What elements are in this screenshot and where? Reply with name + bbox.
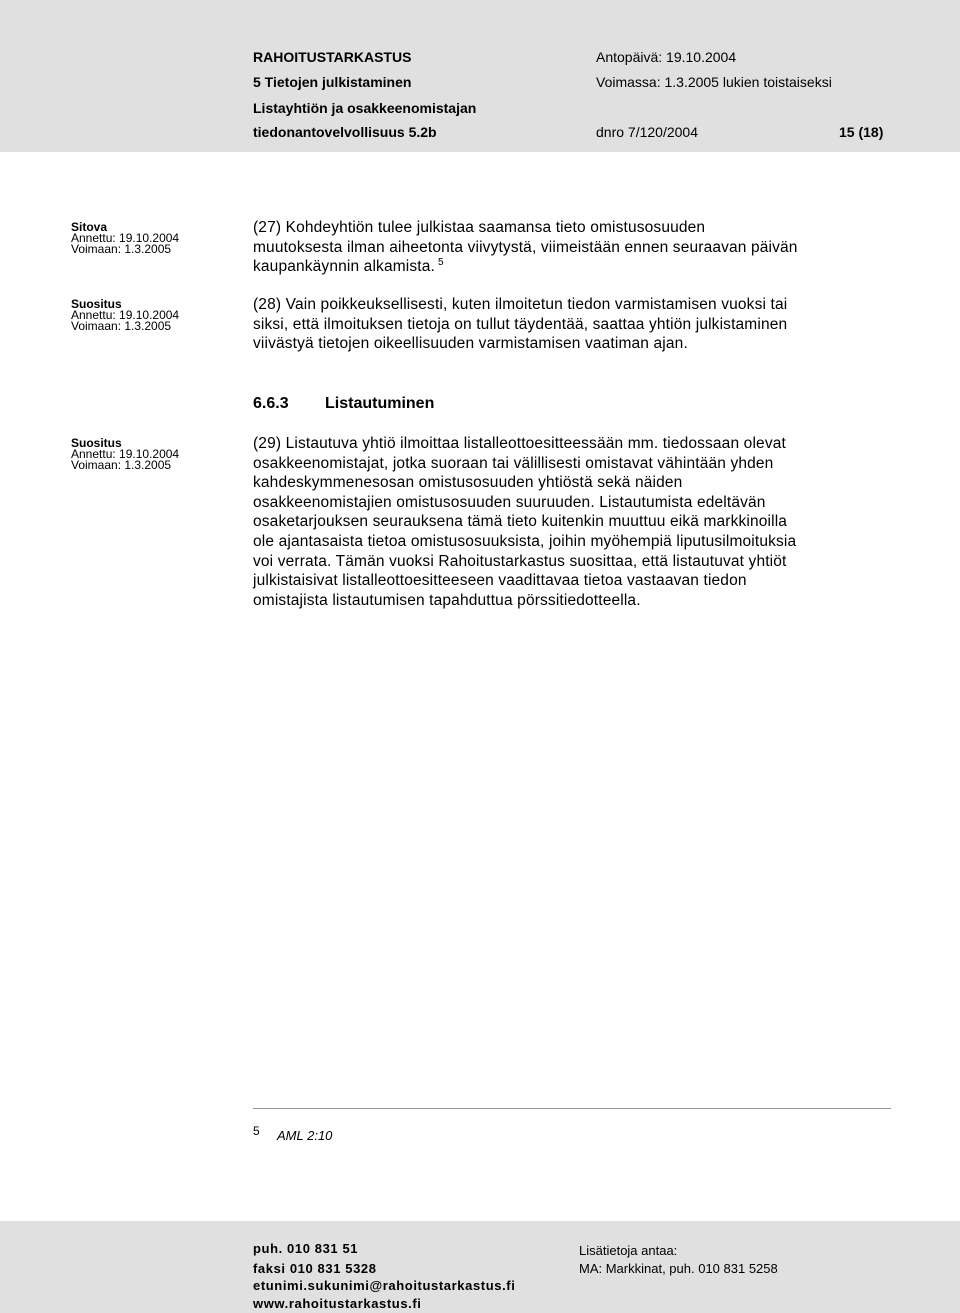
section-29-effective: Voimaan: 1.3.2005	[71, 458, 172, 472]
section-heading-number: 6.6.3	[253, 395, 289, 412]
section-27-effective: Voimaan: 1.3.2005	[71, 242, 172, 256]
paragraph-29-line: julkistaisivat listalleottoesitteeseen vaadittavaa tietoa vastaavan tiedon	[253, 572, 747, 590]
footer-info-label: Lisätietoja antaa:	[579, 1243, 678, 1258]
paragraph-29-line: osakkeenomistajien omistusosuuden suuruuden. Listautumista edeltävän	[253, 493, 766, 511]
paragraph-27-line: kaupankäynnin alkamista.	[253, 258, 435, 276]
footnote-mark: 5	[253, 1124, 260, 1138]
paragraph-29-line: ole ajantasaista tietoa omistusosuuksista, joihin myöhempiä liputusilmoituksia	[253, 532, 797, 550]
header-chapter: 5 Tietojen julkistaminen	[253, 74, 412, 90]
section-28-meta	[71, 299, 179, 332]
footnote-separator	[253, 1108, 891, 1109]
paragraph-29-line: osakkeenomistajat, jotka suoraan tai välillisesti omistavat vähintään yhden	[253, 454, 774, 472]
paragraph-27-line: (27) Kohdeyhtiön tulee julkistaa saamansa tieto omistusosuuden	[253, 219, 706, 236]
footer-fax: faksi 010 831 5328	[253, 1261, 377, 1276]
paragraph-27-line-last	[253, 257, 903, 277]
section-27-issued: Annettu: 19.10.2004	[71, 231, 180, 245]
paragraph-28	[253, 295, 903, 354]
footnote-text: AML 2:10	[277, 1128, 333, 1143]
paragraph-28-line: (28) Vain poikkeuksellisesti, kuten ilmoitetun tiedon varmistamisen vuoksi tai	[253, 296, 788, 313]
header-page-number: 15 (18)	[839, 124, 884, 140]
section-28-effective: Voimaan: 1.3.2005	[71, 319, 172, 333]
paragraph-27	[253, 218, 903, 277]
footer-phone: puh. 010 831 51	[253, 1241, 359, 1256]
paragraph-29-line: (29) Listautuva yhtiö ilmoittaa listalleottoesitteessään mm. tiedossaan olevat	[253, 435, 786, 452]
paragraph-28-line: viivästyä tietojen oikeellisuuden varmistamisen vaatiman ajan.	[253, 335, 688, 353]
header-org: RAHOITUSTARKASTUS	[253, 49, 412, 65]
header-valid: Voimassa: 1.3.2005 lukien toistaiseksi	[596, 74, 832, 90]
section-28-status: Suositus	[71, 297, 122, 311]
footer-email: etunimi.sukunimi@rahoitustarkastus.fi	[253, 1278, 516, 1293]
footer-website: www.rahoitustarkastus.fi	[253, 1296, 422, 1311]
section-27-meta	[71, 222, 179, 255]
section-29-issued: Annettu: 19.10.2004	[71, 447, 180, 461]
page-header	[0, 0, 960, 152]
section-29-status: Suositus	[71, 436, 122, 450]
section-28-issued: Annettu: 19.10.2004	[71, 308, 180, 322]
header-subject-line1: Listayhtiön ja osakkeenomistajan	[253, 100, 477, 116]
header-issued: Antopäivä: 19.10.2004	[596, 49, 737, 65]
section-heading	[253, 396, 434, 412]
section-27-status: Sitova	[71, 220, 108, 234]
paragraph-28-line: siksi, että ilmoituksen tietoja on tullut täydentää, saattaa yhtiön julkistaminen	[253, 315, 788, 333]
paragraph-29-line: kahdeskymmenesosan omistusosuuden yhtiöstä sekä näiden	[253, 474, 683, 492]
section-29-meta	[71, 438, 179, 471]
paragraph-29-line: omistajista listautumisen tapahduttua pörssitiedotteella.	[253, 591, 641, 609]
paragraph-29-line: voi verrata. Tämän vuoksi Rahoitustarkastus suosittaa, että listautuvat yhtiöt	[253, 552, 787, 570]
paragraph-29	[253, 434, 903, 610]
section-heading-title: Listautuminen	[325, 395, 435, 412]
footer-info-contact: MA: Markkinat, puh. 010 831 5258	[579, 1261, 778, 1276]
header-dnro: dnro 7/120/2004	[596, 124, 698, 140]
paragraph-27-line: muutoksesta ilman aiheetonta viivytystä, viimeistään ennen seuraavan päivän	[253, 238, 798, 256]
page-footer	[0, 1221, 960, 1313]
header-subject-line2: tiedonantovelvollisuus 5.2b	[253, 124, 437, 140]
paragraph-29-line: osaketarjouksen seurauksena tämä tieto kuitenkin muuttuu eikä markkinoilla	[253, 513, 788, 531]
footnote-reference: 5	[437, 257, 444, 269]
